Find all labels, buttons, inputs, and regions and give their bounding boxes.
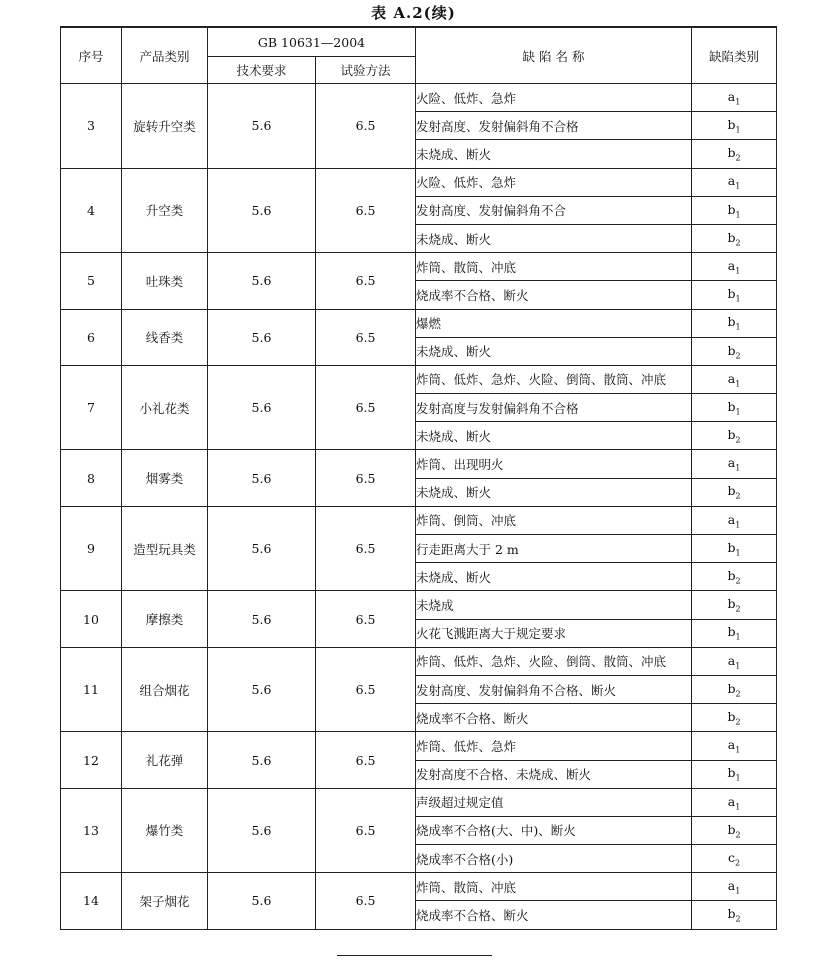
defect-class-subscript: 2	[734, 858, 741, 868]
row-seq: 4	[61, 168, 122, 253]
header-tech-req: 技术要求	[208, 57, 316, 84]
defect-class-subscript: 1	[735, 463, 741, 473]
row-defect-name: 声级超过规定值	[416, 788, 692, 816]
table-row	[61, 873, 777, 901]
row-defect-name: 炸筒、出现明火	[416, 450, 692, 478]
table-row	[61, 253, 777, 281]
row-seq: 6	[61, 309, 122, 365]
row-defect-class	[692, 901, 777, 929]
defect-class-letter: b	[727, 398, 736, 414]
row-test-method: 6.5	[316, 253, 416, 309]
row-tech-req: 5.6	[208, 253, 316, 309]
row-tech-req: 5.6	[208, 788, 316, 873]
table-row	[61, 732, 777, 760]
row-defect-class	[692, 337, 777, 365]
row-test-method: 6.5	[316, 788, 416, 873]
row-tech-req: 5.6	[208, 365, 316, 450]
row-defect-name: 炸筒、倒筒、冲底	[416, 506, 692, 534]
row-category: 摩擦类	[122, 591, 208, 647]
row-defect-name: 行走距离大于 2 m	[416, 535, 692, 563]
row-defect-name: 炸筒、低炸、急炸、火险、倒筒、散筒、冲底	[416, 365, 692, 393]
defect-class-subscript: 1	[735, 322, 741, 332]
table-row	[61, 365, 777, 393]
row-seq: 8	[61, 450, 122, 506]
table-body	[61, 84, 777, 930]
row-defect-name: 发射高度、发射偏斜角不合	[416, 196, 692, 224]
table-row	[61, 591, 777, 619]
defect-class-subscript: 1	[735, 294, 741, 304]
defect-class-subscript: 1	[735, 379, 741, 389]
row-defect-name: 炸筒、低炸、急炸、火险、倒筒、散筒、冲底	[416, 647, 692, 675]
defect-class-subscript: 2	[735, 238, 741, 248]
row-test-method: 6.5	[316, 365, 416, 450]
header-defect-class: 缺陷类别	[692, 27, 777, 84]
defect-class-subscript: 1	[735, 886, 741, 896]
defect-class-letter: b	[727, 821, 736, 837]
defect-class-subscript: 2	[735, 689, 741, 699]
row-defect-class	[692, 816, 777, 844]
row-defect-class	[692, 422, 777, 450]
row-defect-name: 未烧成	[416, 591, 692, 619]
header-seq: 序号	[61, 27, 122, 84]
row-defect-name: 未烧成、断火	[416, 337, 692, 365]
defect-class-subscript: 1	[735, 125, 741, 135]
row-category: 旋转升空类	[122, 84, 208, 169]
defect-class-letter: b	[727, 906, 736, 922]
defect-class-letter: a	[727, 737, 736, 753]
defect-class-subscript: 1	[735, 802, 741, 812]
row-defect-name: 火险、低炸、急炸	[416, 168, 692, 196]
row-seq: 9	[61, 506, 122, 591]
row-category: 架子烟花	[122, 873, 208, 929]
row-tech-req: 5.6	[208, 84, 316, 169]
row-defect-name: 火花飞溅距离大于规定要求	[416, 619, 692, 647]
table-row	[61, 84, 777, 112]
table-title: 表 A.2(续)	[371, 4, 456, 22]
defect-class-subscript: 2	[735, 153, 741, 163]
row-defect-class	[692, 394, 777, 422]
defect-class-letter: b	[727, 117, 736, 133]
row-defect-name: 发射高度不合格、未烧成、断火	[416, 760, 692, 788]
defect-class-letter: b	[727, 314, 736, 330]
defect-class-letter: b	[727, 624, 736, 640]
defect-class-subscript: 2	[735, 491, 741, 501]
row-defect-class	[692, 84, 777, 112]
defect-class-letter: b	[727, 568, 736, 584]
bottom-rule	[337, 955, 492, 956]
row-defect-name: 炸筒、散筒、冲底	[416, 253, 692, 281]
defect-class-letter: b	[727, 201, 736, 217]
row-tech-req: 5.6	[208, 506, 316, 591]
row-defect-class	[692, 168, 777, 196]
defect-class-subscript: 1	[735, 745, 741, 755]
row-defect-class	[692, 196, 777, 224]
row-tech-req: 5.6	[208, 168, 316, 253]
row-tech-req: 5.6	[208, 647, 316, 732]
row-defect-class	[692, 619, 777, 647]
row-tech-req: 5.6	[208, 309, 316, 365]
defect-class-letter: b	[727, 145, 736, 161]
row-category: 爆竹类	[122, 788, 208, 873]
row-defect-name: 发射高度与发射偏斜角不合格	[416, 394, 692, 422]
row-defect-class	[692, 253, 777, 281]
row-seq: 7	[61, 365, 122, 450]
row-seq: 13	[61, 788, 122, 873]
row-tech-req: 5.6	[208, 450, 316, 506]
row-test-method: 6.5	[316, 506, 416, 591]
defect-class-subscript: 2	[735, 576, 741, 586]
defect-class-letter: a	[727, 257, 736, 273]
defect-class-letter: b	[727, 680, 736, 696]
row-test-method: 6.5	[316, 873, 416, 929]
row-test-method: 6.5	[316, 84, 416, 169]
defect-class-letter: b	[727, 229, 736, 245]
defect-class-letter: b	[727, 483, 736, 499]
row-defect-class	[692, 760, 777, 788]
row-defect-class	[692, 365, 777, 393]
defect-class-letter: a	[727, 652, 736, 668]
row-category: 吐珠类	[122, 253, 208, 309]
table-row	[61, 506, 777, 534]
row-test-method: 6.5	[316, 732, 416, 788]
row-tech-req: 5.6	[208, 732, 316, 788]
row-defect-class	[692, 563, 777, 591]
table-row	[61, 450, 777, 478]
row-tech-req: 5.6	[208, 873, 316, 929]
row-tech-req: 5.6	[208, 591, 316, 647]
defect-class-letter: a	[727, 793, 736, 809]
row-defect-name: 未烧成、断火	[416, 563, 692, 591]
defect-class-subscript: 2	[735, 914, 741, 924]
row-defect-name: 烧成率不合格、断火	[416, 704, 692, 732]
defect-class-letter: a	[727, 173, 736, 189]
row-defect-class	[692, 478, 777, 506]
defect-class-subscript: 1	[735, 181, 741, 191]
row-defect-class	[692, 675, 777, 703]
row-test-method: 6.5	[316, 647, 416, 732]
row-defect-name: 未烧成、断火	[416, 140, 692, 168]
defect-class-letter: b	[727, 286, 736, 302]
row-defect-class	[692, 535, 777, 563]
header-test-method: 试验方法	[316, 57, 416, 84]
row-defect-class	[692, 140, 777, 168]
row-defect-class	[692, 647, 777, 675]
row-category: 烟雾类	[122, 450, 208, 506]
row-defect-class	[692, 506, 777, 534]
defect-class-letter: a	[727, 511, 736, 527]
row-defect-name: 发射高度、发射偏斜角不合格	[416, 112, 692, 140]
row-test-method: 6.5	[316, 450, 416, 506]
defect-class-subscript: 2	[735, 717, 741, 727]
row-category: 造型玩具类	[122, 506, 208, 591]
row-seq: 10	[61, 591, 122, 647]
table-row	[61, 309, 777, 337]
row-seq: 3	[61, 84, 122, 169]
defect-class-subscript: 1	[735, 210, 741, 220]
row-defect-class	[692, 873, 777, 901]
defect-class-subscript: 1	[735, 97, 741, 107]
defect-class-letter: b	[727, 708, 736, 724]
row-defect-name: 未烧成、断火	[416, 422, 692, 450]
row-defect-class	[692, 450, 777, 478]
row-defect-class	[692, 732, 777, 760]
defect-class-subscript: 1	[735, 407, 741, 417]
row-defect-name: 烧成率不合格(小)	[416, 845, 692, 873]
row-defect-name: 炸筒、散筒、冲底	[416, 873, 692, 901]
row-seq: 11	[61, 647, 122, 732]
defect-class-subscript: 2	[735, 351, 741, 361]
table-row	[61, 168, 777, 196]
row-seq: 12	[61, 732, 122, 788]
row-defect-class	[692, 281, 777, 309]
defect-class-letter: a	[727, 878, 736, 894]
row-defect-class	[692, 788, 777, 816]
defect-class-letter: a	[727, 455, 736, 471]
header-standard: GB 10631—2004	[208, 27, 416, 57]
row-defect-name: 未烧成、断火	[416, 224, 692, 252]
defect-class-letter: b	[727, 596, 736, 612]
row-category: 线香类	[122, 309, 208, 365]
row-test-method: 6.5	[316, 168, 416, 253]
row-category: 组合烟花	[122, 647, 208, 732]
defect-class-subscript: 2	[735, 604, 741, 614]
row-defect-class	[692, 591, 777, 619]
defect-class-subscript: 1	[735, 548, 741, 558]
row-defect-name: 爆燃	[416, 309, 692, 337]
row-defect-class	[692, 845, 777, 873]
row-test-method: 6.5	[316, 591, 416, 647]
defect-class-subscript: 1	[735, 266, 741, 276]
row-defect-name: 烧成率不合格、断火	[416, 281, 692, 309]
header-category: 产品类别	[122, 27, 208, 84]
defect-class-subscript: 2	[735, 830, 741, 840]
defect-class-letter: b	[727, 539, 736, 555]
defect-class-subscript: 1	[735, 773, 741, 783]
defect-class-subscript: 1	[735, 632, 741, 642]
defect-class-letter: b	[727, 427, 736, 443]
defect-class-letter: b	[727, 765, 736, 781]
row-defect-name: 烧成率不合格(大、中)、断火	[416, 816, 692, 844]
table-row	[61, 647, 777, 675]
defect-class-letter: a	[727, 370, 736, 386]
defect-class-letter: c	[727, 849, 735, 865]
row-test-method: 6.5	[316, 309, 416, 365]
row-defect-class	[692, 704, 777, 732]
defect-class-subscript: 2	[735, 435, 741, 445]
defect-class-letter: b	[727, 342, 736, 358]
row-seq: 5	[61, 253, 122, 309]
row-defect-class	[692, 224, 777, 252]
defect-class-subscript: 1	[735, 520, 741, 530]
row-defect-name: 发射高度、发射偏斜角不合格、断火	[416, 675, 692, 703]
row-category: 升空类	[122, 168, 208, 253]
row-defect-name: 烧成率不合格、断火	[416, 901, 692, 929]
row-category: 小礼花类	[122, 365, 208, 450]
defect-classification-table	[60, 26, 777, 930]
row-defect-class	[692, 309, 777, 337]
defect-class-subscript: 1	[735, 661, 741, 671]
row-category: 礼花弹	[122, 732, 208, 788]
row-seq: 14	[61, 873, 122, 929]
table-row	[61, 788, 777, 816]
row-defect-name: 炸筒、低炸、急炸	[416, 732, 692, 760]
row-defect-name: 火险、低炸、急炸	[416, 84, 692, 112]
defect-class-letter: a	[727, 88, 736, 104]
header-defect-name: 缺 陷 名 称	[416, 27, 692, 84]
row-defect-name: 未烧成、断火	[416, 478, 692, 506]
row-defect-class	[692, 112, 777, 140]
